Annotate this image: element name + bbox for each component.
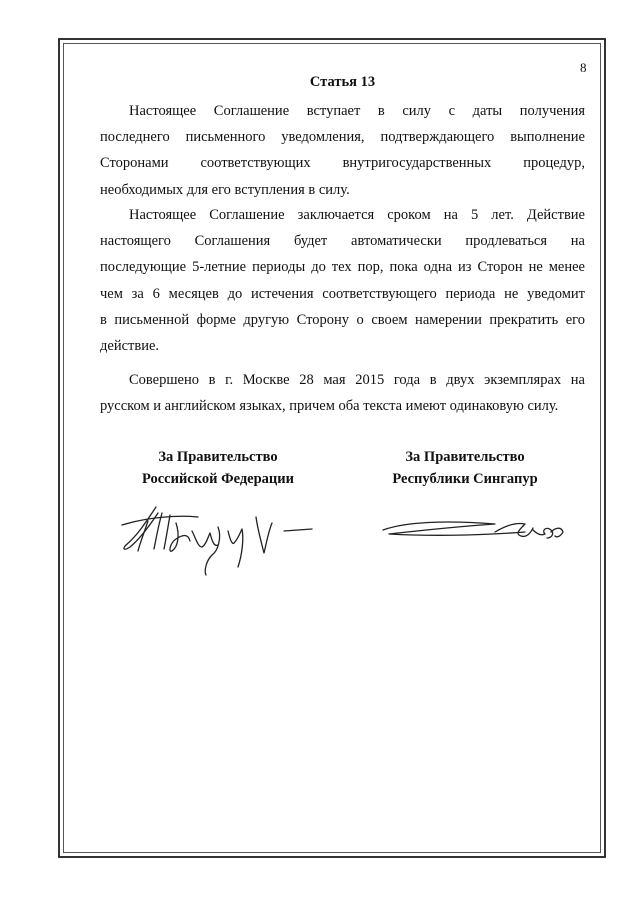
page-number: 8	[580, 60, 587, 75]
paragraph-line: Настоящее Соглашение заключается сроком на 5 лет. Действие	[129, 207, 585, 223]
paragraph-line: в письменной форме другую Сторону о своем намерении прекратить его	[100, 311, 585, 328]
signatory-russia	[118, 446, 318, 490]
signatory-line: За Правительство	[158, 449, 278, 465]
signature-russia	[118, 495, 333, 580]
paragraph-line: настоящего Соглашения будет автоматически продлеваться на	[100, 233, 585, 250]
signatory-line: За Правительство	[405, 449, 525, 465]
signatory-line: Российской Федерации	[141, 471, 294, 487]
paragraph-line: Совершено в г. Москве 28 мая 2015 года в двух экземплярах на	[129, 372, 585, 388]
paragraph-line: действие.	[100, 338, 160, 355]
paragraph-term	[100, 202, 585, 359]
paragraph-line: необходимых для его вступления в силу.	[100, 181, 350, 198]
paragraph-done-at	[100, 367, 585, 419]
signature-singapore	[375, 508, 575, 553]
signatory-singapore	[365, 446, 565, 490]
paragraph-line: русском и английском языках, причем оба текста имеют одинаковую силу.	[100, 398, 559, 415]
paragraph-entry-into-force	[100, 98, 585, 203]
paragraph-line: последнего письменного уведомления, подтверждающего выполнение	[100, 129, 585, 146]
paragraph-line: последующие 5-летние периоды до тех пор, пока одна из Сторон не менее	[100, 259, 585, 276]
paragraph-line: Настоящее Соглашение вступает в силу с даты получения	[129, 103, 585, 119]
paragraph-line: чем за 6 месяцев до истечения соответствующего периода не уведомит	[100, 285, 585, 302]
article-heading: Статья 13	[309, 74, 376, 90]
paragraph-line: Сторонами соответствующих внутригосударственных процедур,	[100, 155, 585, 172]
signatory-line: Республики Сингапур	[392, 471, 538, 487]
